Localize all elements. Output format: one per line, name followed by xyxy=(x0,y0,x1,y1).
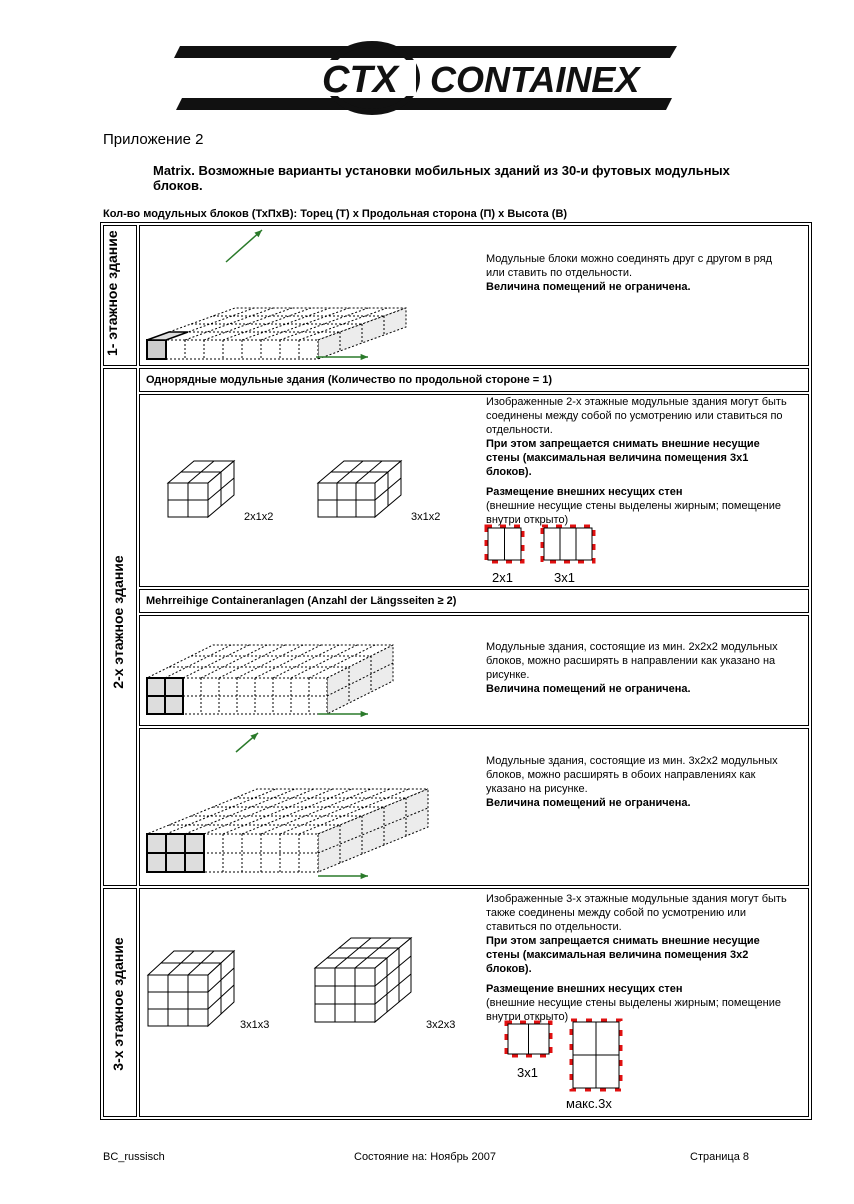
multi-row-header: Mehrreihige Containeranlagen (Anzahl der Längsseiten ≥ 2) xyxy=(146,595,457,607)
logo-name-text: CONTAINEX xyxy=(430,59,640,100)
dim-2x1x2: 2x1x2 xyxy=(244,511,274,523)
dim-3x2x3: 3x2x3 xyxy=(426,1019,456,1031)
legend-line: Кол-во модульных блоков (ТхПхВ): Торец (Т) х Продольная сторона (П) х Высота (В) xyxy=(103,208,568,220)
plan-3x1-label: 3x1 xyxy=(554,570,575,585)
footer-left: BC_russisch xyxy=(103,1151,165,1163)
single-row-header: Однорядные модульные здания (Количество по продольной стороне = 1) xyxy=(146,374,553,386)
section3-label: 3-х этажное здание xyxy=(110,937,126,1071)
dim-3x1x2: 3x1x2 xyxy=(411,511,441,523)
single-walls-note: (внешние несущие стены выделены жирным; помещение внутри открыто) xyxy=(486,500,781,526)
section1-bold: Величина помещений не ограничена. xyxy=(486,281,691,293)
single-walls-title: Размещение внешних несущих стен xyxy=(486,486,683,498)
section3-walls-title: Размещение внешних несущих стен xyxy=(486,983,683,995)
plan-3x1 xyxy=(544,528,592,560)
multi-a-bold: Величина помещений не ограничена. xyxy=(486,683,691,695)
multi-b-desc: Модульные здания, состоящие из мин. 3x2x2 модульных блоков, можно расширять в обоих направлениях как указано на рисунке. xyxy=(486,755,778,795)
appendix-label: Приложение 2 xyxy=(103,131,204,148)
arrow-right-s2a-head xyxy=(361,711,368,717)
dim-3x1x3: 3x1x3 xyxy=(240,1019,270,1031)
plan-2x1-label: 2x1 xyxy=(492,570,513,585)
section1-desc: Модульные блоки можно соединять друг с другом в ряд или ставить по отдельности. xyxy=(486,253,773,279)
section3-bold: При этом запрещается снимать внешние несущие стены (максимальная величина помещения 3x2 блоков). xyxy=(486,935,760,975)
section2-label: 2-х этажное здание xyxy=(110,555,126,689)
single-bold: При этом запрещается снимать внешние несущие стены (максимальная величина помещения 3x1 блоков). xyxy=(486,438,760,478)
single-desc: Изображенные 2-х этажные модульные здания могут быть соединены между собой по усмотрению или ставиться по отдельности. xyxy=(486,396,787,436)
multi-b-bold: Величина помещений не ограничена. xyxy=(486,797,691,809)
section3-desc: Изображенные 3-х этажные модульные здания могут быть также соединены между собой по усмотрению или ставиться по отдельности. xyxy=(486,893,787,933)
multi-a-desc: Модульные здания, состоящие из мин. 2x2x2 модульных блоков, можно расширять в направлении как указано на рисунке. xyxy=(486,641,778,681)
plan-max-label: макс.3x xyxy=(566,1096,612,1111)
footer-right: Страница 8 xyxy=(690,1151,750,1163)
plan-3x1-label-s3: 3x1 xyxy=(517,1065,538,1080)
footer-center: Состояние на: Ноябрь 2007 xyxy=(354,1151,496,1163)
arrow-right-s2b-head xyxy=(361,873,368,879)
section3-walls-note: (внешние несущие стены выделены жирным; помещение внутри открыто) xyxy=(486,997,781,1023)
page-title: Matrix. Возможные варианты установки мобильных зданий из 30-и футовых модульных блоков. xyxy=(153,163,730,193)
arrow-right-s1-head xyxy=(361,354,368,360)
logo-ctx-text: CTX xyxy=(322,59,398,101)
section1-label: 1- этажное здание xyxy=(104,230,120,356)
